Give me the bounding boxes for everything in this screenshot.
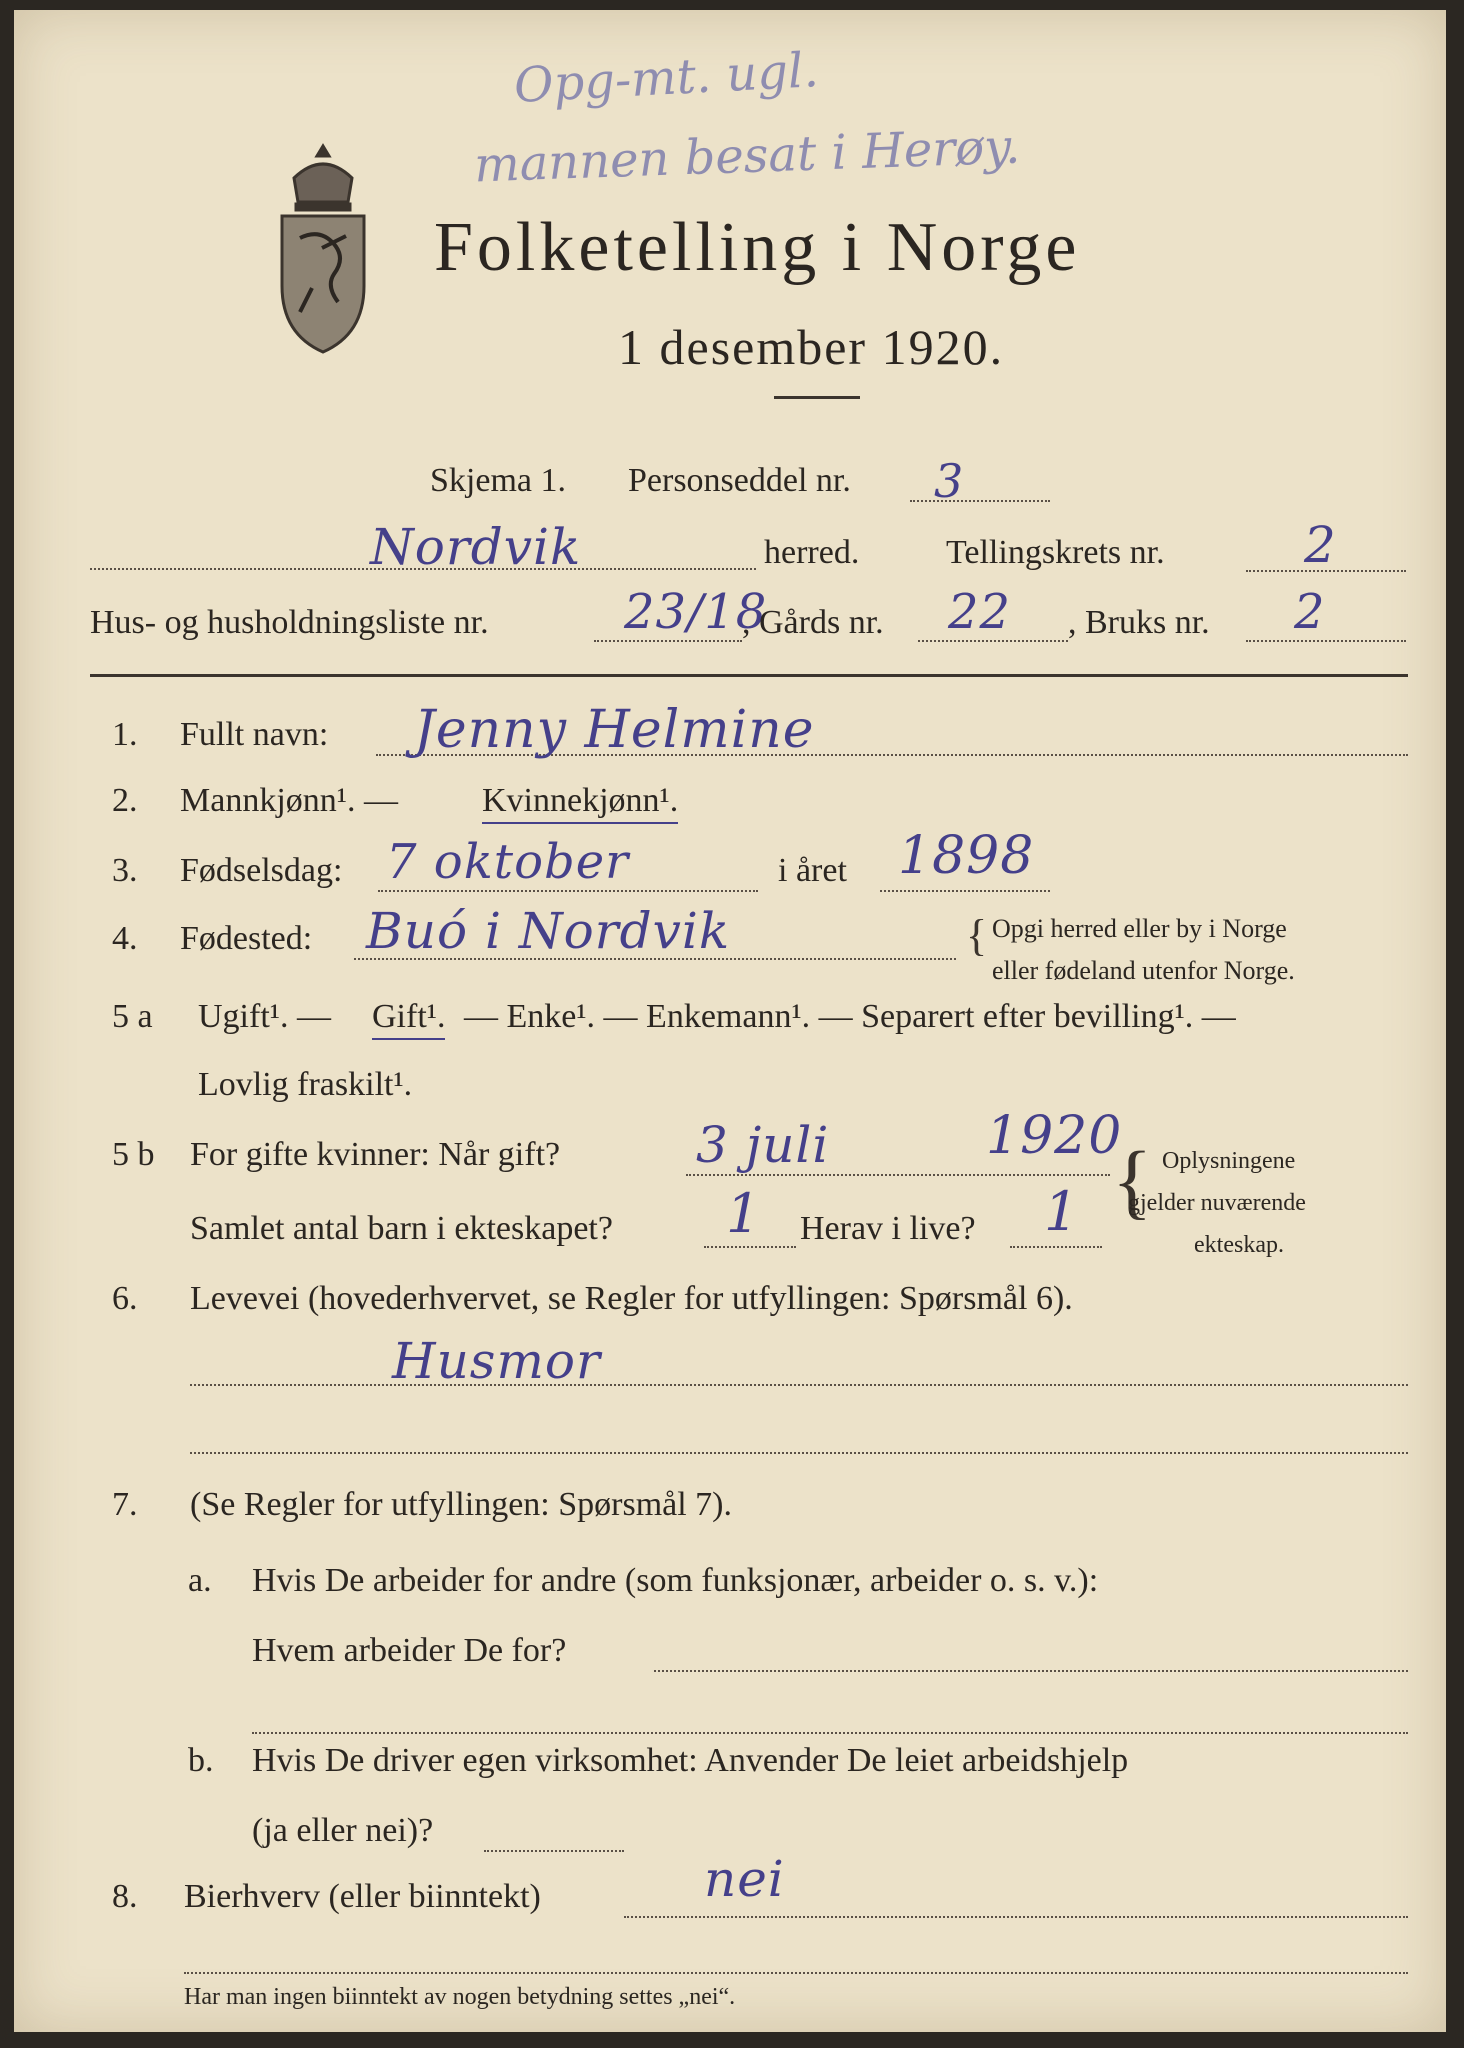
q7a-letter: a. [188, 1562, 212, 1599]
q5b-note-3: ekteskap. [1194, 1232, 1284, 1258]
q1-number: 1. [112, 716, 138, 753]
q8-label: Bierhverv (eller biinntekt) [184, 1878, 541, 1915]
husliste-label: Hus- og husholdningsliste nr. [90, 604, 489, 641]
title-divider [774, 396, 860, 399]
occupation-value: Husmor [392, 1332, 601, 1390]
q8-number: 8. [112, 1878, 138, 1915]
q5b-label: For gifte kvinner: Når gift? [190, 1136, 561, 1173]
live-value: 1 [1044, 1180, 1080, 1243]
pencil-note-1: Opg-mt. ugl. [512, 42, 820, 114]
q7b-text: Hvis De driver egen virksomhet: Anvender De leiet arbeidshjelp [252, 1742, 1129, 1779]
skjema-label: Skjema 1. [430, 462, 566, 499]
q4-number: 4. [112, 920, 138, 957]
tellingskrets-value: 2 [1304, 516, 1337, 574]
q5a-number: 5 a [112, 998, 153, 1035]
q7-number: 7. [112, 1486, 138, 1523]
form-title: Folketelling i Norge [434, 209, 1081, 286]
herred-label: herred. [764, 534, 860, 571]
pencil-note-2: mannen besat i Herøy. [473, 118, 1021, 194]
barn-value: 1 [726, 1182, 762, 1245]
aret-label: i året [778, 852, 847, 889]
form-date: 1 desember 1920. [618, 319, 1005, 375]
tellingskrets-label: Tellingskrets nr. [946, 534, 1165, 571]
q7a-text2: Hvem arbeider De for? [252, 1632, 567, 1669]
married-date-value: 3 juli [696, 1116, 830, 1174]
q7a-text: Hvis De arbeider for andre (som funksjonær, arbeider o. s. v.): [252, 1562, 1099, 1599]
q1-label: Fullt navn: [180, 716, 329, 753]
q4-note-1: Opgi herred eller by i Norge [992, 914, 1287, 943]
bruks-value: 2 [1294, 584, 1326, 640]
footer-note: Har man ingen biinntekt av nogen betydning settes „nei“. [184, 1984, 736, 2010]
gards-value: 22 [948, 584, 1012, 640]
q5b-note-2: gjelder nuværende [1128, 1190, 1306, 1216]
q5b-note-1: Oplysningene [1162, 1148, 1296, 1174]
coat-of-arms-icon [260, 138, 386, 358]
live-label: Herav i live? [800, 1210, 976, 1247]
full-name-value: Jenny Helmine [414, 700, 815, 760]
q5a-ugift: Ugift¹. — [198, 998, 331, 1035]
q2-mann: Mannkjønn¹. — [180, 782, 398, 819]
birthyear-value: 1898 [898, 826, 1035, 886]
herred-value: Nordvik [370, 518, 582, 576]
birthdate-value: 7 oktober [386, 834, 630, 890]
q3-label: Fødselsdag: [180, 852, 343, 889]
q3-number: 3. [112, 852, 138, 889]
gards-label: , Gårds nr. [742, 604, 884, 641]
barn-label: Samlet antal barn i ekteskapet? [190, 1210, 613, 1247]
q4-note-2: eller fødeland utenfor Norge. [992, 956, 1295, 985]
q5b-number: 5 b [112, 1136, 155, 1173]
q5a-line2: Lovlig fraskilt¹. [198, 1066, 413, 1103]
q2-number: 2. [112, 782, 138, 819]
q6-number: 6. [112, 1280, 138, 1317]
q6-label: Levevei (hovederhvervet, se Regler for utfyllingen: Spørsmål 6). [190, 1280, 1073, 1317]
census-form: Opg-mt. ugl. mannen besat i Herøy. Folketelling i Norge 1 desember 1920. Skjema 1. Personseddel nr. 3 Nordvik herred. Tellingskrets nr. 2 Hus- og husholdningsliste nr. 23/18 , Gårds nr. 22 , Bruks nr. 2 1. Fullt navn: Jenny Helmine 2. Mannkjønn¹. — Kvinnekjønn¹. 3. Fødselsdag: 7 oktober i året 1898 4. Fødested: Buó i Nordvik { Opgi herred eller by i Norge eller fødeland utenfor Norge. 5 a Ugift¹. — Gift¹. — Enke¹. — Enkemann¹. — Separert efter bevilling¹. — Lovlig fraskilt¹. 5 b For gifte kvinner: Når gift? 3 juli 1920 Samlet antal barn i ekteskapet? 1 Herav i live? 1 { Oplysningene gjelder nuværende ekteskap. 6. Levevei (hovederhvervet, se Regler for utfyllingen: Spørsmål 6). Husmor 7. (Se Regler for utfyllingen: Spørsmål 7). a. Hvis De arbeider for andre (som funksjonær, arbeider o. s. v.): Hvem arbeider De for? b. Hvis De driver egen virksomhet: Anvender De leiet arbeidshjelp (ja eller nei)? 8. Bierhverv (eller biinntekt) nei Har man ingen biinntekt av nogen betydning settes „nei“. [14, 10, 1446, 2032]
q5a-rest: — Enke¹. — Enkemann¹. — Separert efter bevilling¹. — [464, 998, 1236, 1035]
side-income-value: nei [704, 1850, 785, 1908]
q7b-text2: (ja eller nei)? [252, 1812, 434, 1849]
q7b-letter: b. [188, 1742, 214, 1779]
q4-label: Fødested: [180, 920, 313, 957]
married-year-value: 1920 [986, 1106, 1123, 1166]
personseddel-label: Personseddel nr. [628, 462, 851, 499]
q2-kvinne: Kvinnekjønn¹. [482, 782, 678, 824]
birthplace-value: Buó i Nordvik [366, 902, 731, 960]
q5a-gift: Gift¹. [372, 998, 445, 1040]
q7-label: (Se Regler for utfyllingen: Spørsmål 7). [190, 1486, 733, 1523]
personseddel-value: 3 [934, 454, 965, 508]
husliste-value: 23/18 [624, 584, 768, 640]
bruks-label: , Bruks nr. [1068, 604, 1210, 641]
section-divider [90, 674, 1408, 677]
